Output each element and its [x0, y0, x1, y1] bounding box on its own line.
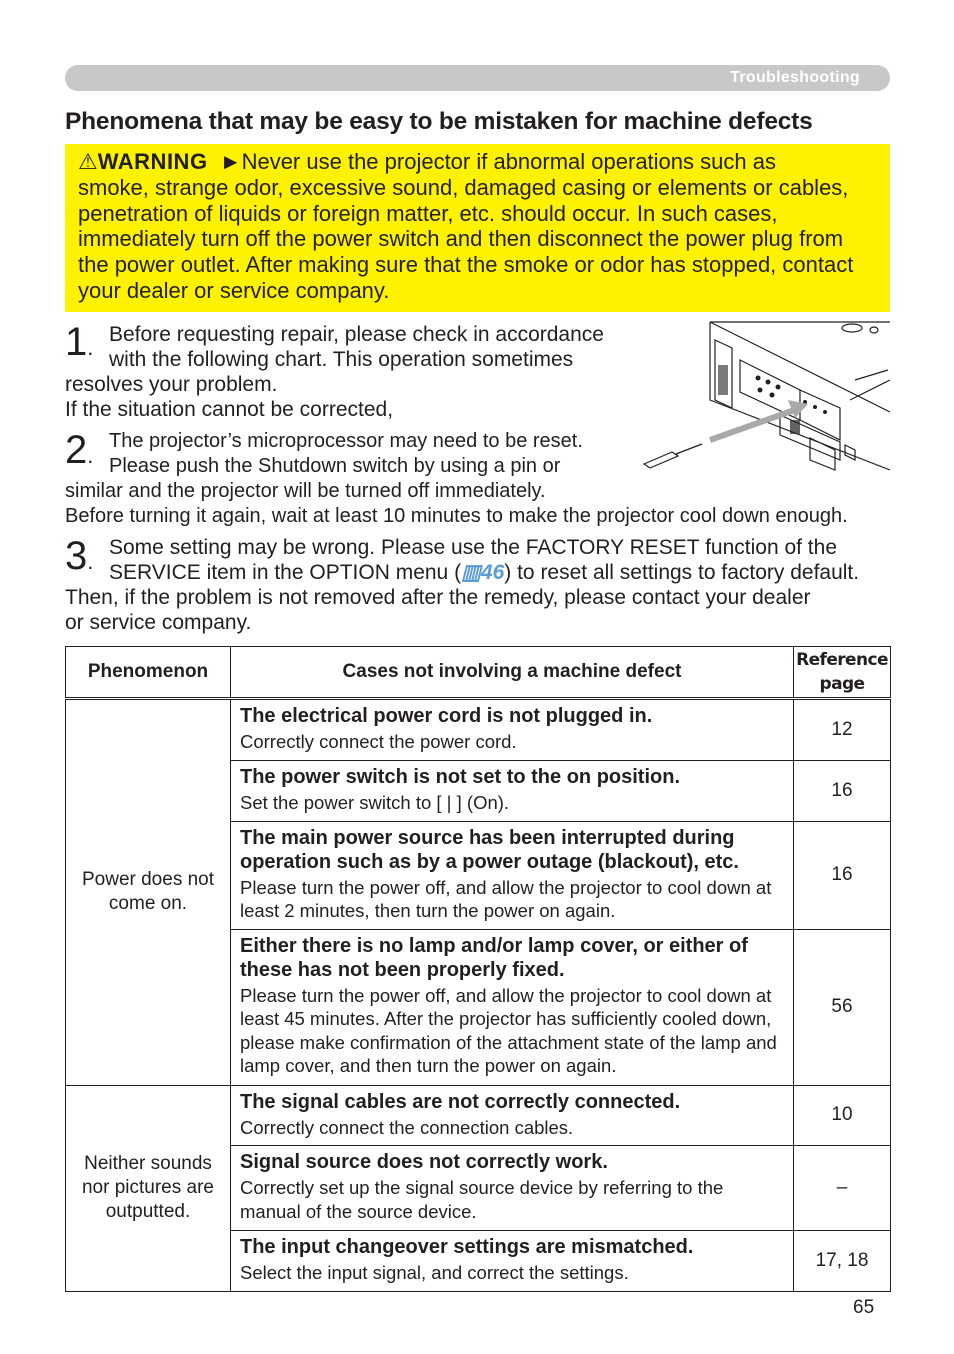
step-1-number: 1. [65, 320, 94, 364]
case-cell [231, 760, 794, 821]
step-2-line-1: The projector’s microprocessor may need to be reset. [109, 430, 583, 452]
warning-label: WARNING [97, 149, 208, 174]
warning-line-6: your dealer or service company. [78, 277, 390, 303]
reference-page-cell: 16 [794, 760, 891, 821]
case-cell [231, 1231, 794, 1292]
step-3-line-2: SERVICE item in the OPTION menu (▥46) to reset all settings to factory default. [109, 561, 860, 584]
case-title: The main power source has been interrupted during operation such as by a power outage (blackout), etc. [240, 826, 739, 873]
warning-box [65, 144, 890, 312]
warning-triangle-icon: ⚠ [78, 149, 98, 174]
reference-page-cell: 10 [794, 1085, 891, 1146]
case-description: Please turn the power off, and allow the projector to cool down at least 2 minutes, then turn the power on again. [240, 876, 772, 921]
table-header-row [66, 647, 891, 699]
reference-page: 46 [480, 561, 505, 584]
case-cell [231, 929, 794, 1085]
step-3-number: 3. [65, 534, 94, 578]
step-3-line-3: Then, if the problem is not removed after the remedy, please contact your dealer [65, 586, 811, 609]
phenomenon-cell: Neither sounds nor pictures are outputted. [66, 1085, 231, 1291]
section-label: Troubleshooting [730, 69, 860, 86]
troubleshooting-table [65, 646, 891, 1292]
case-description: Correctly connect the power cord. [240, 731, 517, 752]
step-2-line-4: Before turning it again, wait at least 10 minutes to make the projector cool down enough. [65, 505, 848, 527]
reference-page-cell: 12 [794, 699, 891, 761]
header-cases: Cases not involving a machine defect [231, 647, 794, 699]
step-1-line-2: with the following chart. This operation sometimes [109, 348, 574, 371]
phenomenon-cell: Power does not come on. [66, 699, 231, 1086]
case-title: Signal source does not correctly work. [240, 1151, 608, 1173]
warning-line-2: smoke, strange odor, excessive sound, damaged casing or elements or cables, [78, 174, 849, 200]
case-title: The electrical power cord is not plugged in. [240, 705, 653, 727]
case-description: Select the input signal, and correct the settings. [240, 1262, 629, 1283]
case-description: Correctly connect the connection cables. [240, 1116, 574, 1138]
case-cell [231, 1146, 794, 1231]
case-description: Please turn the power off, and allow the projector to cool down at least 45 minutes. After the projector has sufficiently cooled down, please make confirmation of the attachment state of the lamp and lamp cover, and then turn the power on again. [240, 984, 777, 1076]
warning-line-4: immediately turn off the power switch and then disconnect the power plug from [78, 226, 844, 252]
step-3-line-1: Some setting may be wrong. Please use the FACTORY RESET function of the [109, 536, 837, 559]
step-2-line-2: Please push the Shutdown switch by using a pin or [109, 455, 561, 477]
projector-rear-illustration [640, 320, 890, 475]
reference-page-cell: 56 [794, 929, 891, 1085]
step-1-line-1: Before requesting repair, please check in accordance [109, 323, 604, 346]
case-cell [231, 1085, 794, 1146]
warning-line-5: the power outlet. After making sure that the smoke or odor has stopped, contact [78, 252, 854, 278]
case-description: Correctly set up the signal source device by referring to the manual of the source device. [240, 1177, 724, 1222]
table-row [66, 699, 891, 761]
page-number: 65 [853, 1297, 875, 1318]
book-reference-icon: ▥ [461, 561, 481, 584]
case-title: The power switch is not set to the on position. [240, 765, 681, 788]
page-title: Phenomena that may be easy to be mistaken for machine defects [65, 108, 813, 135]
case-title: The signal cables are not correctly connected. [240, 1090, 681, 1113]
case-cell [231, 821, 794, 929]
step-1-line-3: resolves your problem. [65, 373, 278, 396]
step-2-line-3: similar and the projector will be turned off immediately. [65, 480, 546, 502]
warning-line-1: ⚠WARNING ►Never use the projector if abnormal operations such as [78, 149, 776, 174]
reference-page-cell: 16 [794, 821, 891, 929]
case-title: The input changeover settings are mismatched. [240, 1236, 694, 1258]
reference-page-cell: 17, 18 [794, 1231, 891, 1292]
step-2-number: 2. [65, 428, 94, 472]
header-phenomenon: Phenomenon [66, 647, 231, 699]
case-title: Either there is no lamp and/or lamp cover, or either of these has not been properly fixed. [240, 934, 748, 981]
step-1-line-4: If the situation cannot be corrected, [65, 398, 394, 421]
warning-line-3: penetration of liquids or foreign matter, etc. should occur. In such cases, [78, 200, 778, 226]
case-description: Set the power switch to [ | ] (On). [240, 791, 510, 813]
header-reference-page: Reference page [794, 647, 891, 699]
table-row [66, 1085, 891, 1146]
case-cell [231, 699, 794, 761]
reference-page-cell: – [794, 1146, 891, 1231]
section-header-bar [65, 65, 890, 91]
step-3-line-4: or service company. [65, 611, 252, 634]
